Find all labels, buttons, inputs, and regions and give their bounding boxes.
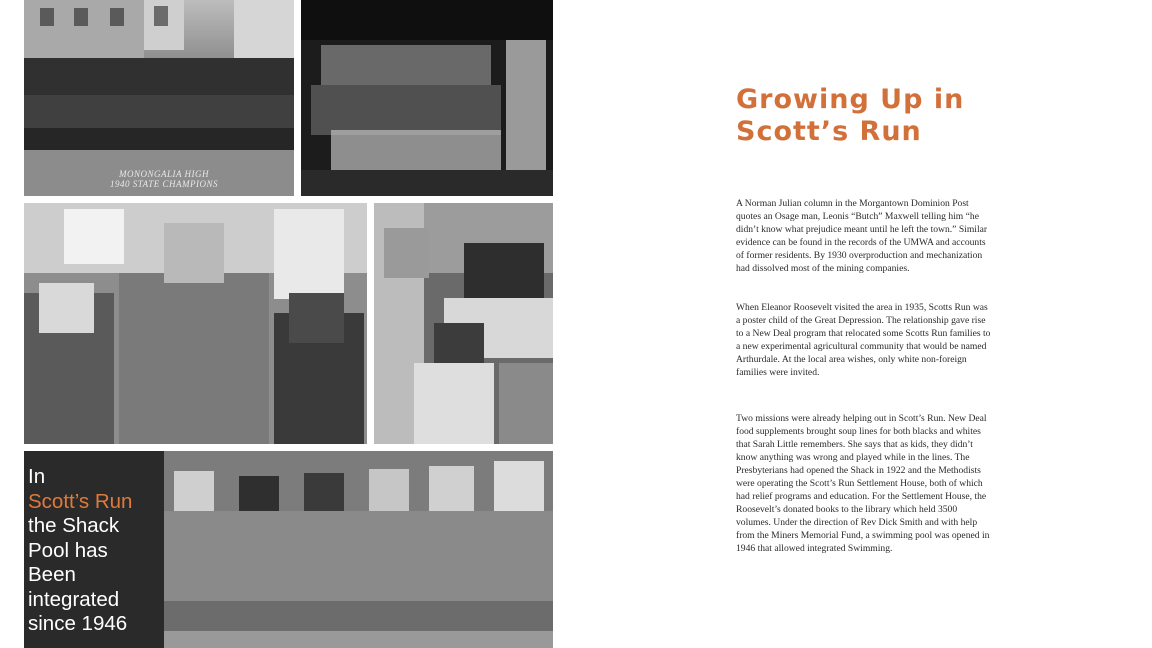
pool-children-photo <box>24 451 553 648</box>
pool-text-line: In <box>28 465 46 488</box>
pool-text-line: Pool has <box>28 538 108 562</box>
article-title <box>736 84 1056 148</box>
pool-overlay-text <box>28 465 132 637</box>
pool-text-line: Been <box>28 563 76 586</box>
pool-text-highlight: Scott’s Run <box>28 489 133 513</box>
article-paragraph-3: Two missions were already helping out in Scott’s Run. New Deal food supplements brought soup lines for both blacks and whites that Sarah Little remembers. She says that as kids, they didn’t know anything was wrong and played while in the lines. The Presbyterians had opened the Shack in 1922 and the Methodists were operating the Scott’s Run Settlement House, both of which had relief programs and education. For the Settlement House, the Roosevelt’s donated books to the library which held 3500 volumes. Under the direction of Rev Dick Smith and with help from the Miners Memorial Fund, a swimming pool was opened in 1946 that allowed integrated Swimming. <box>736 413 990 554</box>
title-line-1: Growing Up in <box>736 84 965 115</box>
pool-text-line: since 1946 <box>28 612 128 635</box>
football-caption-1: MONONGALIA HIGH <box>118 169 210 179</box>
football-team-photo <box>24 0 294 196</box>
choir-photo <box>301 0 553 196</box>
article-paragraph-1: A Norman Julian column in the Morgantown Dominion Post quotes an Osage man, Leonis “Butch” Maxwell telling him “he didn’t know what prejudice meant until he left the town.” Similar evidence can be found in the records of the UMWA and accounts of former residents. By 1930 overproduction and mechanization had dissolved most of the mining companies. <box>736 198 988 274</box>
football-caption-2: 1940 STATE CHAMPIONS <box>110 179 218 189</box>
pool-text-line: the Shack <box>28 514 120 537</box>
pool-text-line: integrated <box>28 587 120 611</box>
teacher-with-children-photo <box>24 203 367 444</box>
classroom-photo <box>374 203 553 444</box>
article-paragraph-2: When Eleanor Roosevelt visited the area in 1935, Scotts Run was a poster child of the Great Depression. The relationship gave rise to a New Deal program that relocated some Scotts Run families to a new experimental agricultural community that would be named Arthurdale. At the local area wishes, only white non-foreign families were invited. <box>736 302 991 378</box>
title-line-2: Scott’s Run <box>736 116 922 147</box>
